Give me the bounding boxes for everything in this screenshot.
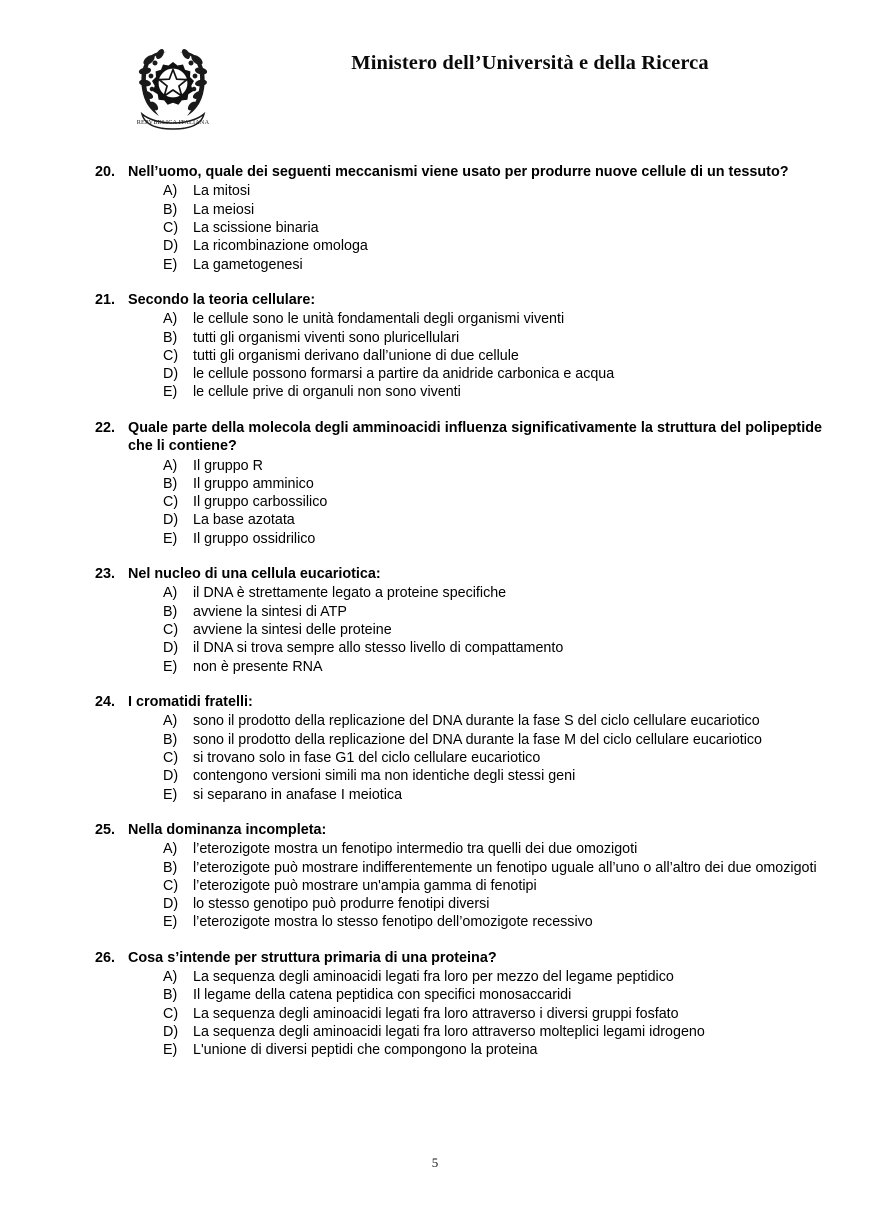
- option-letter: C): [163, 1005, 179, 1022]
- option-text: l’eterozigote mostra lo stesso fenotipo dell’omozigote recessivo: [193, 914, 593, 931]
- option-item[interactable]: [95, 749, 822, 767]
- option-text: il DNA è strettamente legato a proteine specifiche: [193, 585, 507, 602]
- option-item[interactable]: [95, 658, 822, 676]
- question-block: [95, 291, 822, 402]
- option-letter: D): [163, 238, 179, 255]
- option-item[interactable]: [95, 913, 822, 931]
- option-item[interactable]: [95, 493, 822, 511]
- question-stem: [95, 163, 822, 181]
- option-item[interactable]: [95, 840, 822, 858]
- option-list: [95, 968, 822, 1059]
- option-text: sono il prodotto della replicazione del DNA durante la fase S del ciclo cellulare eucariotico: [193, 713, 760, 730]
- option-list: [95, 182, 822, 273]
- option-item[interactable]: [95, 530, 822, 548]
- option-list: [95, 712, 822, 803]
- option-text: si trovano solo in fase G1 del ciclo cellulare eucariotico: [193, 749, 541, 766]
- option-letter: D): [163, 512, 179, 529]
- option-item[interactable]: [95, 767, 822, 785]
- option-text: Il gruppo R: [193, 457, 263, 474]
- option-text: si separano in anafase I meiotica: [193, 786, 403, 803]
- option-text: avviene la sintesi delle proteine: [193, 622, 392, 639]
- option-item[interactable]: [95, 1023, 822, 1041]
- option-letter: C): [163, 220, 179, 236]
- option-item[interactable]: [95, 877, 822, 895]
- option-item[interactable]: [95, 182, 822, 200]
- option-text: tutti gli organismi derivano dall’unione di due cellule: [193, 347, 519, 364]
- option-item[interactable]: [95, 365, 822, 383]
- question-text: Nel nucleo di una cellula eucariotica:: [128, 566, 381, 583]
- option-item[interactable]: [95, 603, 822, 621]
- question-text: Nell’uomo, quale dei seguenti meccanismi viene usato per produrre nuove cellule di un tessuto?: [128, 164, 789, 180]
- option-item[interactable]: [95, 584, 822, 602]
- option-item[interactable]: [95, 986, 822, 1004]
- option-letter: C): [163, 877, 179, 894]
- option-letter: D): [163, 366, 179, 383]
- option-text: lo stesso genotipo può produrre fenotipi diversi: [193, 896, 490, 913]
- option-letter: A): [163, 183, 178, 200]
- page-number: 5: [431, 1155, 439, 1170]
- option-item[interactable]: [95, 347, 822, 365]
- option-text: le cellule sono le unità fondamentali degli organismi viventi: [193, 311, 565, 328]
- option-text: La sequenza degli aminoacidi legati fra loro attraverso i diversi gruppi fosfato: [193, 1005, 679, 1022]
- emblem-ribbon-text: REPVBBLICA ITALIANA: [136, 119, 210, 126]
- option-text: La meiosi: [193, 201, 255, 218]
- option-text: il DNA si trova sempre allo stesso livello di compattamento: [193, 640, 564, 657]
- option-letter: A): [163, 713, 178, 730]
- option-letter: B): [163, 475, 178, 492]
- option-letter: E): [163, 530, 178, 547]
- option-item[interactable]: [95, 383, 822, 401]
- question-text: Quale parte della molecola degli amminoacidi influenza significativamente la struttura del polipeptide che li contiene?: [128, 419, 822, 455]
- option-letter: E): [163, 1042, 178, 1059]
- option-item[interactable]: [95, 895, 822, 913]
- question-block: [95, 949, 822, 1060]
- question-number: 22.: [95, 419, 116, 436]
- option-text: tutti gli organismi viventi sono pluricellulari: [193, 329, 460, 346]
- option-item[interactable]: [95, 237, 822, 255]
- option-item[interactable]: [95, 219, 822, 237]
- option-item[interactable]: [95, 712, 822, 730]
- option-letter: B): [163, 859, 178, 876]
- option-list: [95, 457, 822, 548]
- option-text: La sequenza degli aminoacidi legati fra loro per mezzo del legame peptidico: [193, 969, 674, 986]
- option-letter: E): [163, 658, 178, 675]
- question-stem: [95, 291, 822, 309]
- option-letter: A): [163, 969, 178, 986]
- option-item[interactable]: [95, 621, 822, 639]
- question-block: [95, 693, 822, 804]
- option-text: non è presente RNA: [193, 658, 323, 675]
- question-number: 24.: [95, 693, 116, 710]
- questions-list: [95, 163, 822, 1060]
- option-letter: E): [163, 786, 178, 803]
- option-letter: D): [163, 896, 179, 913]
- option-text: l’eterozigote può mostrare indifferentemente un fenotipo uguale all’uno o all’altro dei due omozigoti: [193, 859, 817, 876]
- option-text: L'unione di diversi peptidi che compongono la proteina: [193, 1042, 538, 1059]
- option-item[interactable]: [95, 256, 822, 274]
- question-text: Secondo la teoria cellulare:: [128, 291, 316, 308]
- question-block: [95, 163, 822, 274]
- option-letter: A): [163, 841, 178, 858]
- option-list: [95, 310, 822, 401]
- option-text: Il legame della catena peptidica con specifici monosaccaridi: [193, 987, 572, 1004]
- option-text: le cellule prive di organuli non sono viventi: [193, 384, 461, 401]
- question-number: 25.: [95, 821, 116, 838]
- option-item[interactable]: [95, 201, 822, 219]
- option-letter: B): [163, 329, 178, 346]
- option-letter: C): [163, 622, 179, 639]
- option-item[interactable]: [95, 457, 822, 475]
- question-number: 20.: [95, 164, 116, 180]
- option-text: La sequenza degli aminoacidi legati fra loro attraverso molteplici legami idrogeno: [193, 1024, 705, 1041]
- option-letter: E): [163, 914, 178, 931]
- option-text: Il gruppo ossidrilico: [193, 530, 316, 547]
- option-item[interactable]: [95, 475, 822, 493]
- option-letter: A): [163, 585, 178, 602]
- option-list: [95, 840, 822, 931]
- option-text: Il gruppo carbossilico: [193, 494, 328, 511]
- question-stem: [95, 693, 822, 711]
- option-letter: C): [163, 347, 179, 364]
- page-header: [0, 0, 870, 150]
- option-item[interactable]: [95, 1041, 822, 1059]
- question-block: [95, 419, 822, 548]
- option-text: l’eterozigote può mostrare un'ampia gamma di fenotipi: [193, 877, 537, 894]
- option-text: La mitosi: [193, 183, 251, 200]
- page-title: Ministero dell’Università e della Ricerca: [351, 52, 709, 74]
- option-letter: E): [163, 384, 178, 401]
- option-item[interactable]: [95, 511, 822, 529]
- question-stem: [95, 419, 822, 456]
- option-item[interactable]: [95, 329, 822, 347]
- option-text: contengono versioni simili ma non identiche degli stessi geni: [193, 768, 576, 785]
- option-letter: B): [163, 731, 178, 748]
- option-text: La gametogenesi: [193, 256, 303, 273]
- question-number: 21.: [95, 291, 116, 308]
- option-item[interactable]: [95, 310, 822, 328]
- question-text: I cromatidi fratelli:: [128, 693, 253, 710]
- option-item[interactable]: [95, 639, 822, 657]
- question-number: 23.: [95, 566, 116, 583]
- question-stem: [95, 565, 822, 583]
- question-text: Nella dominanza incompleta:: [128, 821, 327, 838]
- question-stem: [95, 949, 822, 967]
- question-number: 26.: [95, 949, 116, 966]
- option-letter: A): [163, 457, 178, 474]
- option-letter: C): [163, 749, 179, 766]
- option-text: Il gruppo amminico: [193, 475, 314, 492]
- option-item[interactable]: [95, 786, 822, 804]
- option-letter: D): [163, 768, 179, 785]
- option-text: La scissione binaria: [193, 220, 319, 236]
- question-block: [95, 821, 822, 932]
- option-letter: E): [163, 256, 178, 273]
- italian-republic-emblem: [136, 42, 210, 134]
- option-letter: A): [163, 311, 178, 328]
- option-text: l’eterozigote mostra un fenotipo intermedio tra quelli dei due omozigoti: [193, 841, 638, 858]
- option-list: [95, 584, 822, 675]
- option-letter: B): [163, 201, 178, 218]
- option-text: La ricombinazione omologa: [193, 238, 368, 255]
- option-text: le cellule possono formarsi a partire da anidride carbonica e acqua: [193, 366, 615, 383]
- option-letter: D): [163, 640, 179, 657]
- option-letter: C): [163, 494, 179, 511]
- option-letter: B): [163, 987, 178, 1004]
- question-stem: [95, 821, 822, 839]
- option-text: avviene la sintesi di ATP: [193, 603, 347, 620]
- option-letter: B): [163, 603, 178, 620]
- option-item[interactable]: [95, 1005, 822, 1023]
- page-footer: [0, 1155, 870, 1171]
- option-text: La base azotata: [193, 512, 295, 529]
- option-letter: D): [163, 1024, 179, 1041]
- question-text: Cosa s’intende per struttura primaria di una proteina?: [128, 949, 497, 966]
- question-block: [95, 565, 822, 676]
- option-item[interactable]: [95, 968, 822, 986]
- option-item[interactable]: [95, 731, 822, 749]
- option-item[interactable]: [95, 859, 822, 877]
- option-text: sono il prodotto della replicazione del DNA durante la fase M del ciclo cellulare eucariotico: [193, 731, 763, 748]
